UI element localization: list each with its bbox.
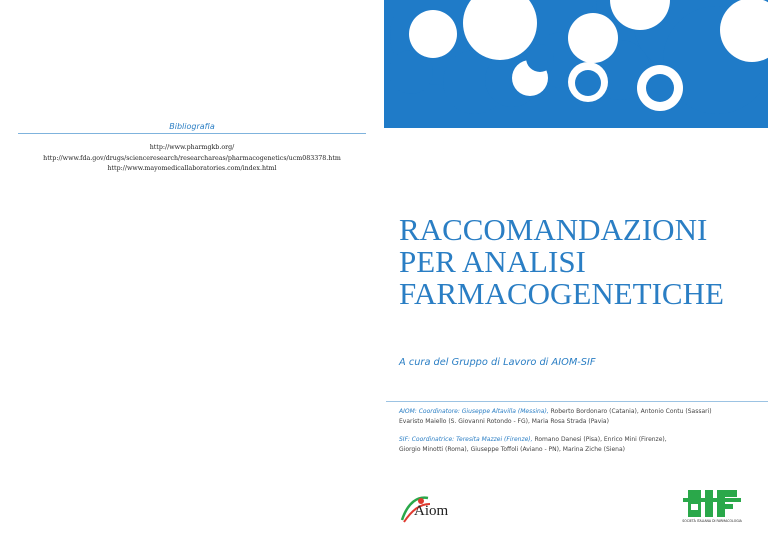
sif-line-2: Giorgio Minotti (Roma), Giuseppe Toffoli (Aviano - PN), Marina Ziche (Siena)	[399, 446, 625, 453]
aiom-members: Roberto Bordonaro (Catania), Antonio Contu (Sassari)	[550, 408, 712, 415]
aiom-line-2: Evaristo Maiello (S. Giovanni Rotondo - FG), Maria Rosa Strada (Pavia)	[399, 418, 609, 425]
bibliography-list	[0, 143, 384, 175]
cover-subtitle: A cura del Gruppo di Lavoro di AIOM-SIF	[399, 357, 596, 368]
aiom-working-group	[399, 407, 759, 427]
bibliography-divider	[18, 133, 366, 134]
aiom-line-1	[399, 407, 759, 417]
sif-logo	[683, 490, 741, 526]
section-divider	[386, 401, 768, 402]
circle	[646, 74, 674, 102]
circle-white	[568, 13, 618, 63]
sif-members: Romano Danesi (Pisa), Enrico Mini (Firenze),	[534, 436, 667, 443]
aiom-coordinator: AIOM: Coordinatore: Giuseppe Altavilla (Messina),	[399, 408, 549, 415]
sif-logo-caption: SOCIETÀ ITALIANA DI FARMACOLOGIA	[682, 519, 742, 523]
sif-line-1	[399, 435, 759, 445]
bibliography-heading: Bibliografia	[169, 122, 215, 131]
cover-title-line: RACCOMANDAZIONI	[399, 212, 708, 247]
bibliography-link[interactable]: http://www.fda.gov/drugs/scienceresearch/researchareas/pharmacogenetics/ucm083378.htm	[43, 154, 341, 162]
cover-title-line: FARMACOGENETICHE	[399, 276, 724, 311]
circle	[575, 70, 601, 96]
sif-working-group	[399, 435, 759, 455]
cover-title-line: PER ANALISI	[399, 244, 586, 279]
sif-logo-text	[683, 490, 685, 491]
bibliography-link[interactable]: http://www.pharmgkb.org/	[149, 144, 235, 151]
circle	[526, 44, 554, 72]
white-gap	[384, 128, 768, 133]
circle-white	[409, 10, 457, 58]
decorative-circles	[0, 0, 768, 133]
sif-coordinator: SIF: Coordinatrice: Teresita Mazzei (Firenze),	[399, 436, 533, 443]
aiom-logo-text: Aiom	[414, 503, 449, 519]
bibliography-link[interactable]: http://www.mayomedicallaboratories.com/index.html	[107, 165, 277, 172]
cover-title	[399, 214, 724, 310]
sif-logo-icon	[683, 490, 741, 517]
aiom-logo	[398, 492, 460, 524]
